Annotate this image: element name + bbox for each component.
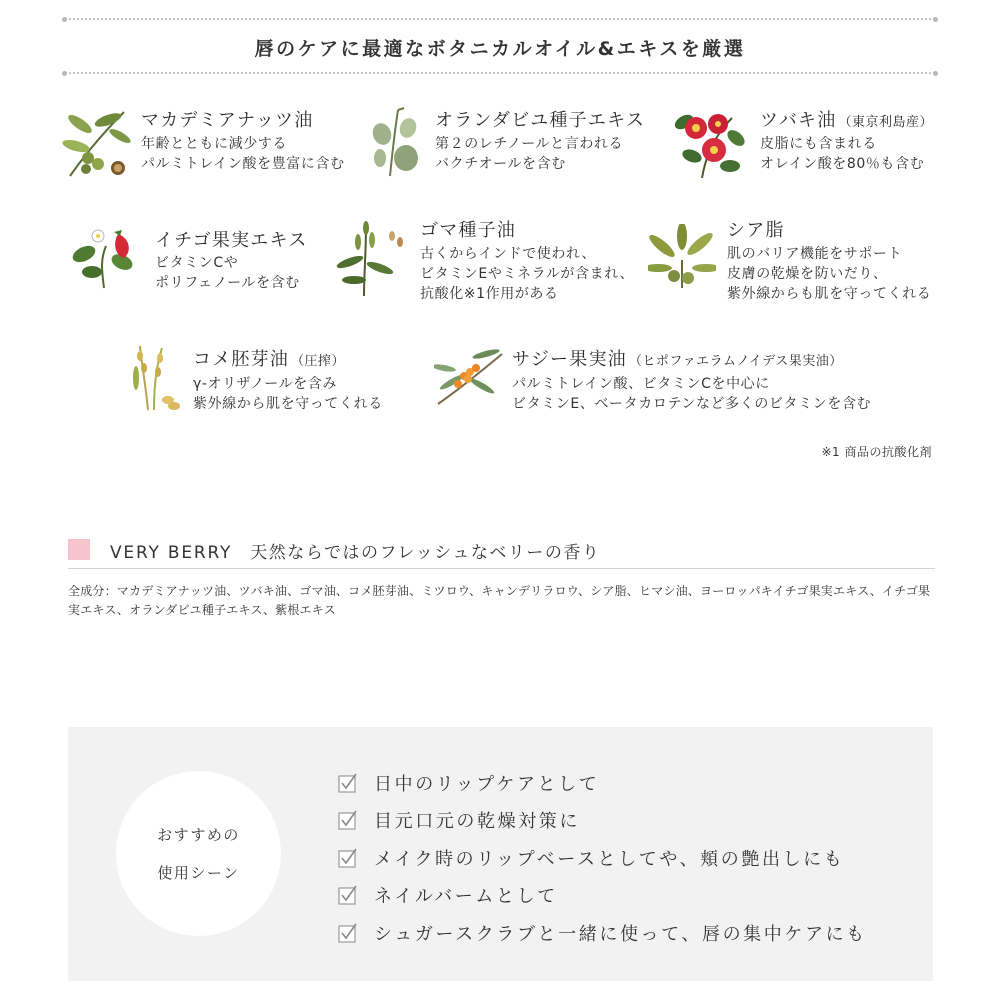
ingredient-desc-line: ビタミンE、ベータカロテンなど多くのビタミンを含む xyxy=(512,396,872,412)
variant-tagline: 天然ならではのフレッシュなベリーの香り xyxy=(250,543,601,563)
top-dotted-divider xyxy=(65,18,935,20)
shea-icon xyxy=(648,224,716,290)
ingredient-name: イチゴ果実エキス xyxy=(155,230,308,251)
ingredient-name: シア脂 xyxy=(727,220,785,241)
sesame-icon xyxy=(336,218,410,298)
ingredient-desc-line: 古くからインドで使われ、 xyxy=(420,246,597,262)
ingredient-name: ゴマ種子油 xyxy=(420,220,516,241)
usage-item xyxy=(338,802,867,840)
footnote: ※1 商品の抗酸化剤 xyxy=(821,445,932,459)
ingredient-name: コメ胚芽油 xyxy=(193,349,289,370)
product-variant-title xyxy=(110,538,600,563)
checkbox-checked-icon xyxy=(338,773,358,793)
usage-item-text: 目元口元の乾燥対策に xyxy=(374,811,580,833)
orange-daylily-icon xyxy=(368,106,424,178)
ingredient-desc-line: 皮膚の乾燥を防いだり、 xyxy=(727,266,888,282)
ingredient-desc-line: ビタミンCや xyxy=(155,255,239,271)
rice-icon xyxy=(130,342,182,412)
strawberry-icon xyxy=(70,224,140,290)
usage-item-text: シュガースクラブと一緒に使って、唇の集中ケアにも xyxy=(374,923,867,945)
ingredient-name: マカデミアナッツ油 xyxy=(141,110,314,131)
ingredient-desc-line: ポリフェノールを含む xyxy=(155,275,300,291)
ingredient-desc-line: バクチオールを含む xyxy=(435,156,566,172)
ingredient-desc-line: ビタミンEやミネラルが含まれ、 xyxy=(420,266,635,282)
ingredient-desc-line: パルミトレイン酸を豊富に含む xyxy=(141,156,345,172)
camellia-icon xyxy=(672,104,748,180)
sea-buckthorn-icon xyxy=(434,346,506,408)
ingredient-name-note: （圧搾） xyxy=(291,354,346,369)
usage-item xyxy=(338,764,867,802)
usage-item-text: メイク時のリップベースとしてや、頬の艶出しにも xyxy=(374,848,845,870)
checkbox-checked-icon xyxy=(338,885,358,905)
usage-list xyxy=(338,764,867,952)
ingredient-desc-line: パルミトレイン酸、ビタミンCを中心に xyxy=(512,376,770,392)
usage-item xyxy=(338,839,867,877)
ingredient-desc-line: 皮脂にも含まれる xyxy=(760,136,877,152)
full-ingredients-list: 全成分：マカデミアナッツ油、ツバキ油、ゴマ油、コメ胚芽油、ミツロウ、キャンデリラロウ、シア脂、ヒマシ油、ヨーロッパキイチゴ果実エキス、イチゴ果実エキス、オランダビユ種子エキス、紫根エキス xyxy=(68,584,931,617)
ingredient-desc-line: γ-オリザノールを含み xyxy=(193,376,337,392)
checkbox-checked-icon xyxy=(338,923,358,943)
ingredient-desc-line: 第２のレチノールと言われる xyxy=(435,136,624,152)
usage-item xyxy=(338,877,867,915)
bottom-dotted-divider xyxy=(65,72,935,74)
accent-square xyxy=(68,539,90,560)
usage-item-text: ネイルバームとして xyxy=(374,886,558,908)
usage-item-text: 日中のリップケアとして xyxy=(374,773,600,795)
ingredient-name-note: （ヒポファエラムノイデス果実油） xyxy=(628,354,843,369)
ingredient-desc-line: 年齢とともに減少する xyxy=(141,136,287,152)
ingredient-name: オランダビユ種子エキス xyxy=(435,110,646,131)
ingredient-desc-line: 抗酸化※1作用がある xyxy=(420,286,559,302)
checkbox-checked-icon xyxy=(338,810,358,830)
macadamia-icon xyxy=(62,106,132,180)
checkbox-checked-icon xyxy=(338,848,358,868)
usage-item xyxy=(338,914,867,952)
section-divider xyxy=(68,568,935,569)
ingredient-desc-line: 肌のバリア機能をサポート xyxy=(727,246,903,262)
page-title: 唇のケアに最適なボタニカルオイル&エキスを厳選 xyxy=(254,38,746,60)
ingredient-desc-line: 紫外線から肌を守ってくれる xyxy=(193,396,383,412)
usage-label-line: おすすめの xyxy=(157,825,240,844)
usage-label-circle xyxy=(116,771,281,936)
ingredient-desc-line: オレイン酸を80％も含む xyxy=(760,156,925,172)
ingredient-name: ツバキ油 xyxy=(760,110,837,131)
variant-name: VERY BERRY xyxy=(110,543,233,563)
ingredient-name: サジー果実油 xyxy=(512,349,627,370)
ingredient-name-note: （東京利島産） xyxy=(838,115,933,130)
usage-label-line: 使用シーン xyxy=(157,863,240,882)
ingredient-desc-line: 紫外線からも肌を守ってくれる xyxy=(727,286,932,302)
